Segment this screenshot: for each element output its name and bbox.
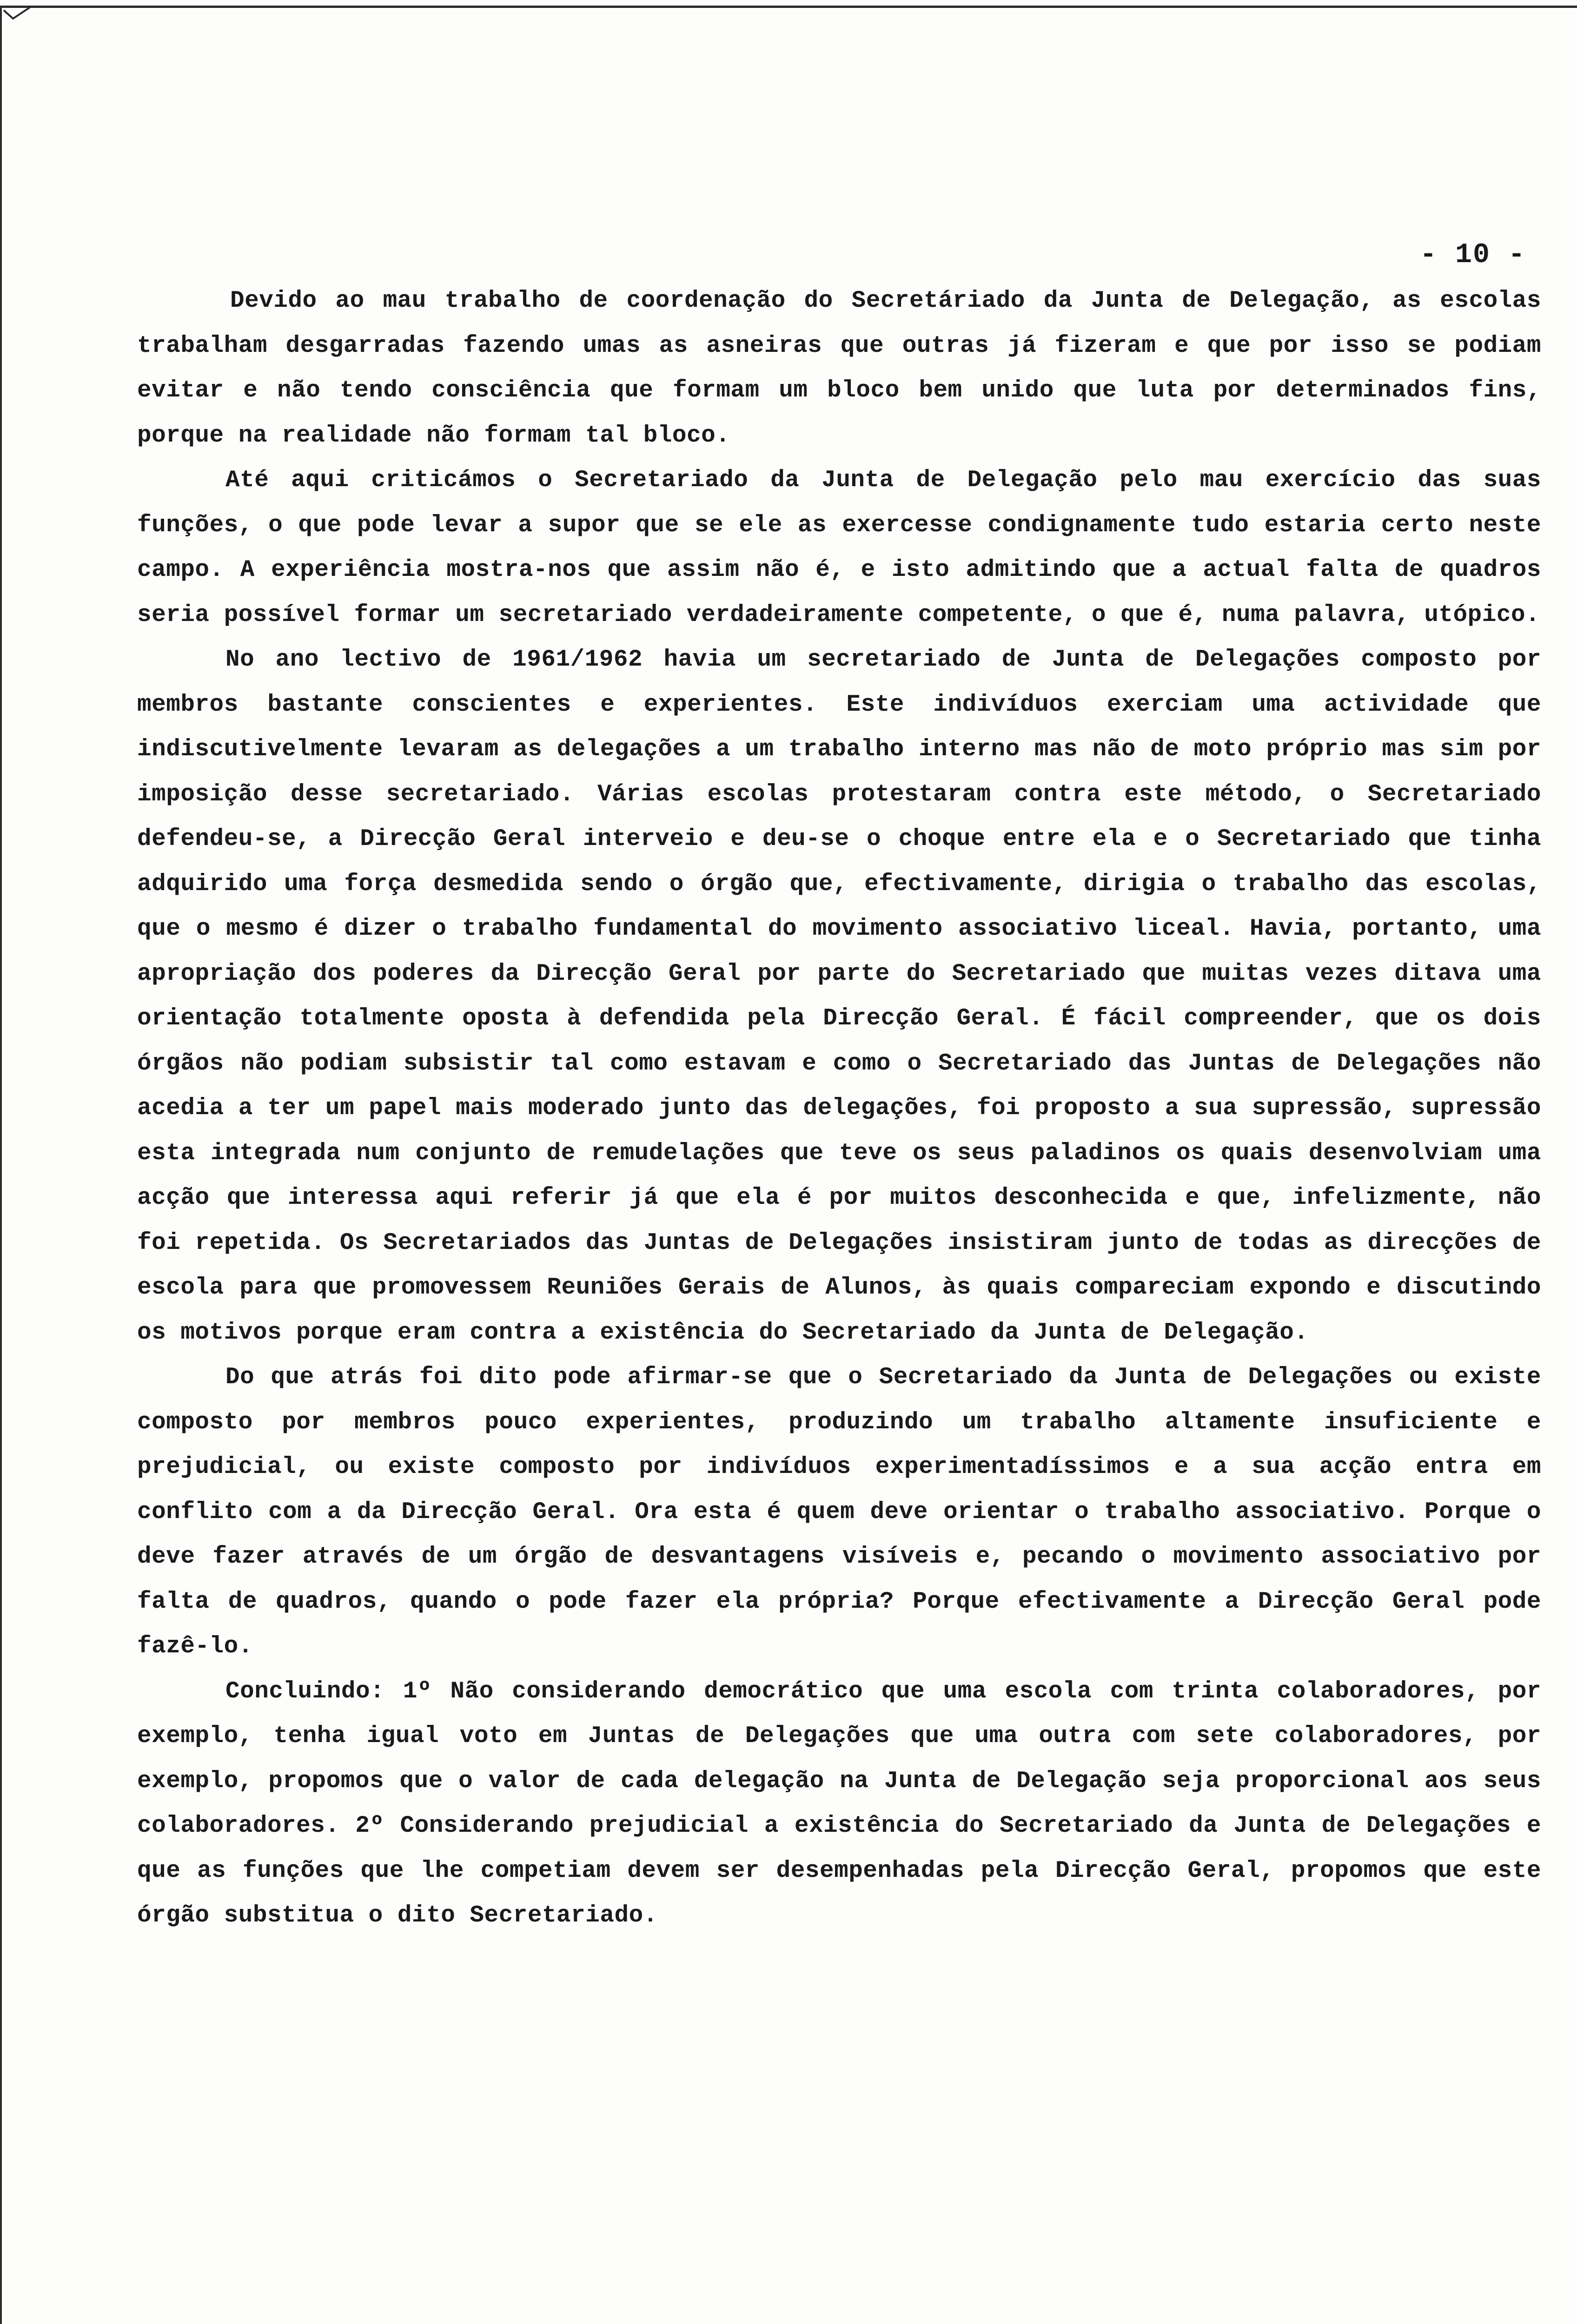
- corner-check-mark: [3, 7, 31, 20]
- paragraph-argument: Do que atrás foi dito pode afirmar-se que o Secretariado da Junta de Delegações ou existe composto por membros pouco experientes, produzindo um trabalho altamente insuficiente e prejudicial, ou existe composto por indivíduos experimentadíssimos e a sua acção entra em conflito com a da Direcção Geral. Ora esta é quem deve orientar o trabalho associativo. Porque o deve fazer através de um órgão de desvantagens visíveis e, pecando o movimento associativo por falta de quadros, quando o pode fazer ela própria? Porque efectivamente a Direcção Geral pode fazê-lo.: [137, 1364, 1541, 1660]
- paragraph-history-1961: No ano lectivo de 1961/1962 havia um secretariado de Junta de Delegações composto por membros bastante conscientes e experientes. Este indivíduos exerciam uma actividade que indiscutivelmente levaram as delegações a um trabalho interno mas não de moto próprio mas sim por imposição desse secretariado. Várias escolas protestaram contra este método, o Secretariado defendeu-se, a Direcção Geral interveio e deu-se o choque entre ela e o Secretariado que tinha adquirido uma força desmedida sendo o órgão que, efectivamente, dirigia o trabalho das escolas, que o mesmo é dizer o trabalho fundamental do movimento associativo liceal. Havia, portanto, uma apropriação dos poderes da Direcção Geral por parte do Secretariado que muitas vezes ditava uma orientação totalmente oposta à defendida pela Direcção Geral. É fácil compreender, que os dois órgãos não podiam subsistir tal como estavam e como o Secretariado das Juntas de Delegações não acedia a ter um papel mais moderado junto das delegações, foi proposto a sua supressão, supressão esta integrada num conjunto de remudelações que teve os seus paladinos os quais desenvolviam uma acção que interessa aqui referir já que ela é por muitos desconhecida e que, infelizmente, não foi repetida. Os Secretariados das Juntas de Delegações insistiram junto de todas as direcções de escola para que promovessem Reuniões Gerais de Alunos, às quais compareciam expondo e discutindo os motivos porque eram contra a existência do Secretariado da Junta de Delegação.: [137, 647, 1541, 1346]
- document-body: [137, 279, 1541, 1939]
- paragraph-criticism: Até aqui criticámos o Secretariado da Junta de Delegação pelo mau exercício das suas funções, o que pode levar a supor que se ele as exercesse condignamente tudo estaria certo neste campo. A experiência mostra-nos que assim não é, e isto admitindo que a actual falta de quadros seria possível formar um secretariado verdadeiramente competente, o que é, numa palavra, utópico.: [137, 467, 1541, 628]
- top-border-line: [0, 6, 1577, 8]
- left-border-line: [0, 6, 2, 2324]
- page-number: - 10 -: [1419, 239, 1526, 271]
- paragraph-conclusion: Concluindo: 1º Não considerando democrático que uma escola com trinta colaboradores, por exemplo, tenha igual voto em Juntas de Delegações que uma outra com sete colaboradores, por exemplo, propomos que o valor de cada delegação na Junta de Delegação seja proporcional aos seus colaboradores. 2º Considerando prejudicial a existência do Secretariado da Junta de Delegações e que as funções que lhe competiam devem ser desempenhadas pela Direcção Geral, propomos que este órgão substitua o dito Secretariado.: [137, 1678, 1541, 1929]
- paragraph-coordination: Devido ao mau trabalho de coordenação do Secretáriado da Junta de Delegação, as escolas trabalham desgarradas fazendo umas as asneiras que outras já fizeram e que por isso se podiam evitar e não tendo consciência que formam um bloco bem unido que luta por determinados fins, porque na realidade não formam tal bloco.: [137, 288, 1541, 449]
